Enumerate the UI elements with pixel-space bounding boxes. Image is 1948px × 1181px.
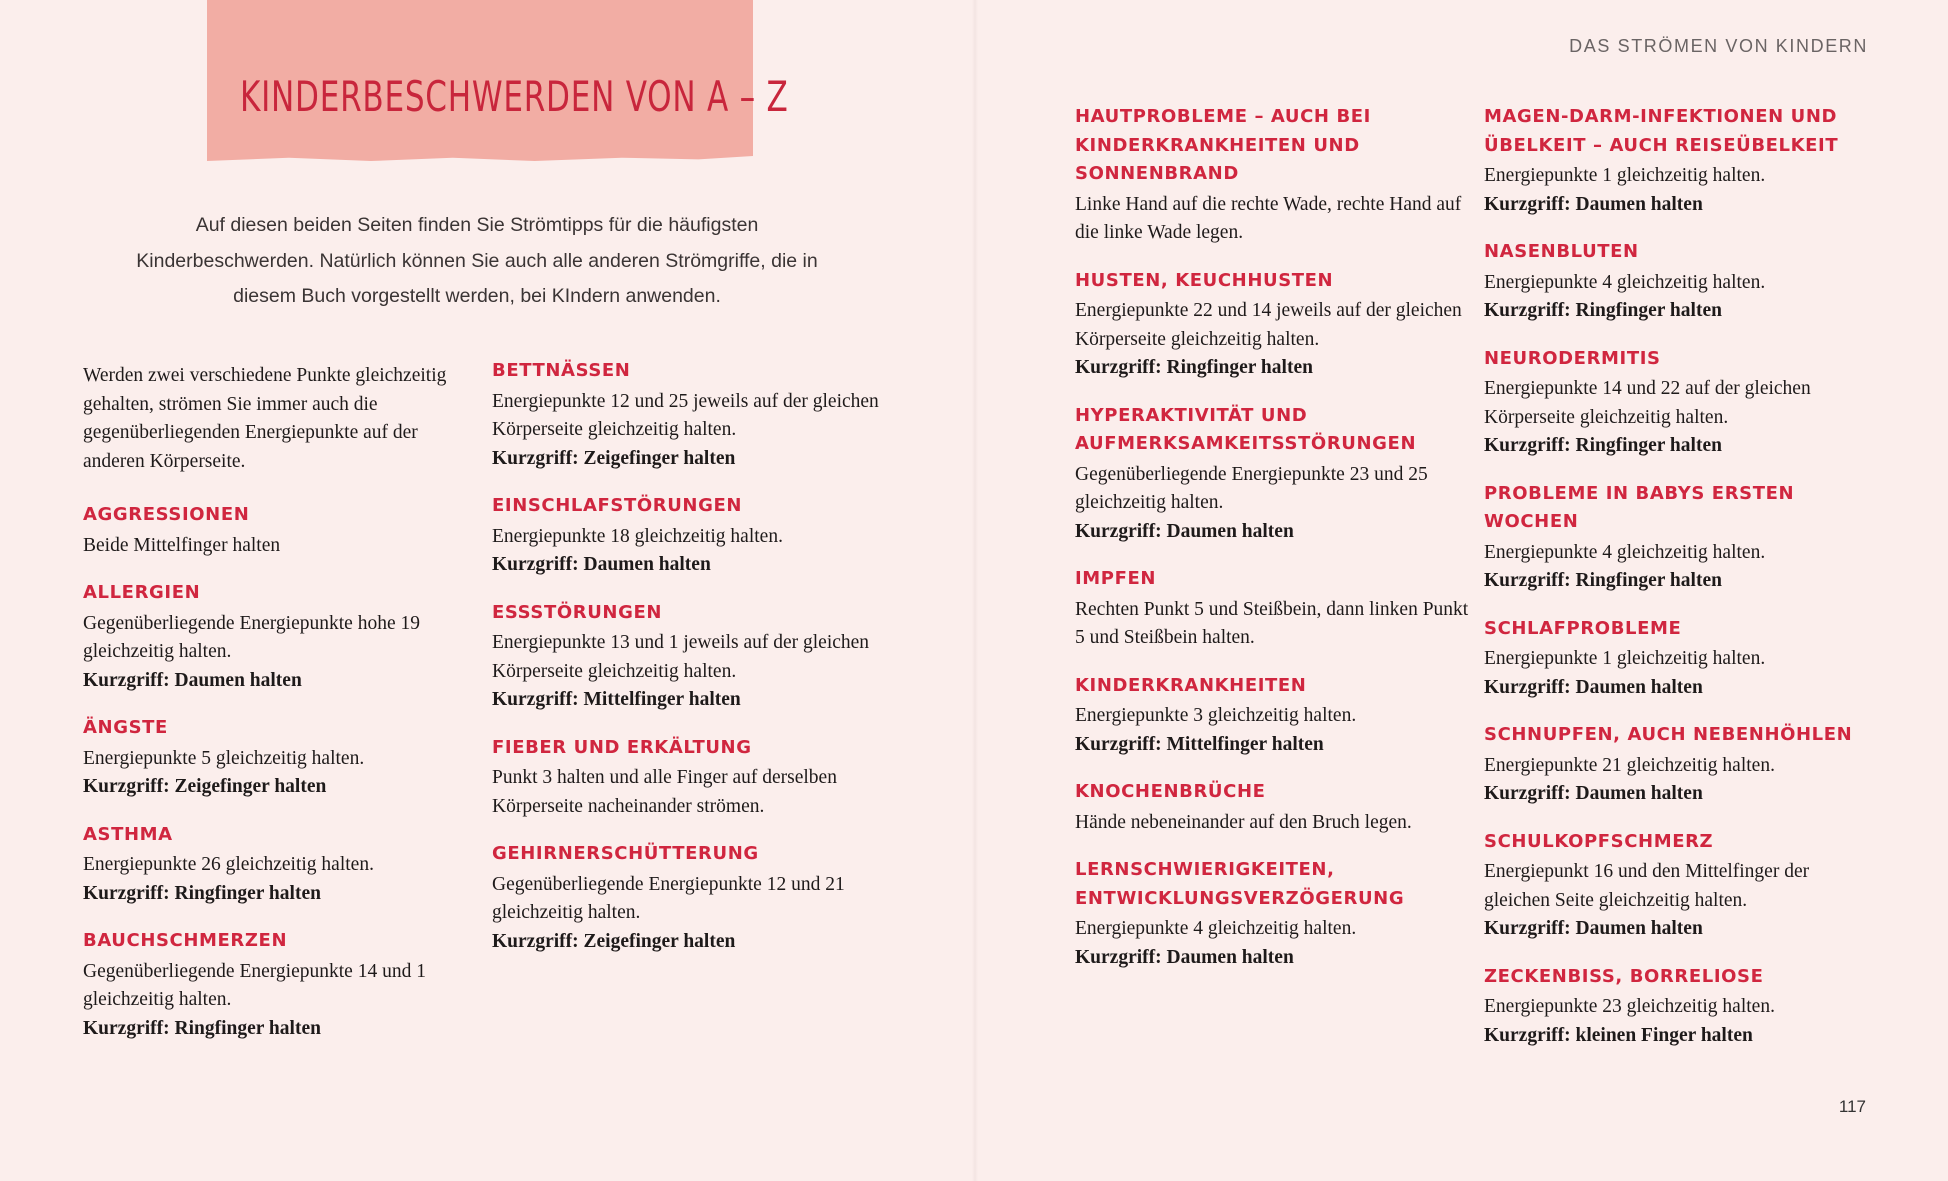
ailment-heading: ESSSTÖRUNGEN: [492, 601, 663, 623]
ailment-instruction: Beide Mittelfinger halten: [83, 534, 281, 556]
ailment-instruction: Energiepunkte 13 und 1 jeweils auf der gleichen Körperseite gleichzeitig halten.: [492, 632, 870, 682]
lead-paragraph: Werden zwei verschiedene Punkte gleichzeitig gehalten, strömen Sie immer auch die gegenüberliegenden Energiepunkte auf der anderen Körperseite.: [83, 365, 447, 472]
ailment-instruction: Linke Hand auf die rechte Wade, rechte Hand auf die linke Wade legen.: [1075, 193, 1462, 243]
book-spine: [972, 0, 978, 1181]
entry-list: [83, 501, 478, 1043]
kurzgriff-tip: Kurzgriff: Daumen halten: [1484, 783, 1703, 804]
kurzgriff-tip: Kurzgriff: Mittelfinger halten: [492, 689, 741, 710]
ailment-heading: HAUTPROBLEME – AUCH BEI KINDERKRANKHEITEN UND SONNENBRAND: [1075, 106, 1371, 184]
ailment-instruction: Energiepunkte 1 gleichzeitig halten.: [1484, 648, 1766, 669]
ailment-instruction: Energiepunkte 1 gleichzeitig halten.: [1484, 165, 1766, 186]
ailment-instruction: Energiepunkte 14 und 22 auf der gleichen Körperseite gleichzeitig halten.: [1484, 378, 1811, 428]
kurzgriff-tip: Kurzgriff: kleinen Finger halten: [1484, 1024, 1753, 1046]
ailment-instruction: Gegenüberliegende Energiepunkte 14 und 1 gleichzeitig halten.: [83, 960, 426, 1010]
kurzgriff-tip: Kurzgriff: Zeigefinger halten: [83, 776, 327, 797]
ailment-instruction: Energiepunkte 4 gleichzeitig halten.: [1484, 271, 1766, 293]
ailment-entry: [1075, 402, 1470, 547]
kurzgriff-tip: Kurzgriff: Daumen halten: [83, 669, 302, 691]
ailment-instruction: Energiepunkte 23 gleichzeitig halten.: [1484, 996, 1775, 1017]
ailment-heading: SCHNUPFEN, AUCH NEBENHÖHLEN: [1484, 724, 1853, 745]
ailment-entry: [1075, 103, 1470, 248]
ailment-entry: [1484, 345, 1879, 461]
ailment-entry: [492, 492, 887, 580]
ailment-entry: [1484, 828, 1879, 944]
ailment-entry: [1075, 565, 1470, 653]
ailment-instruction: Energiepunkte 22 und 14 jeweils auf der gleichen Körperseite gleichzeitig halten.: [1075, 300, 1462, 350]
ailment-entry: [1075, 856, 1470, 972]
ailment-heading: AGGRESSIONEN: [83, 504, 250, 525]
ailment-instruction: Energiepunkte 4 gleichzeitig halten.: [1075, 918, 1357, 939]
ailment-entry: [1484, 238, 1879, 326]
kurzgriff-tip: Kurzgriff: Daumen halten: [1484, 676, 1703, 698]
kurzgriff-tip: Kurzgriff: Daumen halten: [1075, 946, 1294, 968]
ailment-entry: [83, 501, 478, 560]
ailment-heading: ASTHMA: [83, 823, 173, 845]
ailment-heading: SCHULKOPFSCHMERZ: [1484, 830, 1714, 852]
ailment-entry: [83, 714, 478, 802]
ailment-instruction: Energiepunkte 18 gleichzeitig halten.: [492, 525, 783, 547]
ailment-entry: [83, 927, 478, 1043]
ailment-heading: HUSTEN, KEUCHHUSTEN: [1075, 269, 1334, 291]
kurzgriff-tip: Kurzgriff: Ringfinger halten: [1075, 357, 1313, 378]
ailment-heading: NEURODERMITIS: [1484, 347, 1661, 369]
ailment-heading: ALLERGIEN: [83, 582, 201, 603]
ailment-heading: IMPFEN: [1075, 568, 1157, 589]
ailment-heading: LERNSCHWIERIGKEITEN, ENTWICKLUNGSVERZÖGERUNG: [1075, 859, 1405, 909]
ailment-heading: HYPERAKTIVITÄT UND AUFMERKSAMKEITSSTÖRUNGEN: [1075, 404, 1417, 454]
ailment-entry: [1484, 963, 1879, 1051]
ailment-entry: [1484, 615, 1879, 703]
ailment-entry: [1484, 480, 1879, 596]
ailment-heading: FIEBER UND ERKÄLTUNG: [492, 736, 752, 758]
ailment-instruction: Gegenüberliegende Energiepunkte 12 und 21 gleichzeitig halten.: [492, 873, 845, 923]
ailment-heading: KINDERKRANKHEITEN: [1075, 674, 1307, 696]
ailment-entry: [1075, 672, 1470, 760]
column-2: [492, 357, 887, 975]
ailment-entry: [492, 599, 887, 715]
ailment-entry: [492, 734, 887, 822]
page-title: KINDERBESCHWERDEN VON A – Z: [240, 72, 789, 121]
kurzgriff-tip: Kurzgriff: Zeigefinger halten: [492, 447, 736, 469]
entry-list: [1075, 103, 1470, 972]
ailment-instruction: Gegenüberliegende Energiepunkte hohe 19 gleichzeitig halten.: [83, 612, 420, 662]
ailment-entry: [83, 821, 478, 909]
kurzgriff-tip: Kurzgriff: Ringfinger halten: [1484, 435, 1722, 456]
column-3: [1075, 103, 1470, 991]
ailment-heading: BETTNÄSSEN: [492, 360, 631, 381]
kurzgriff-tip: Kurzgriff: Ringfinger halten: [83, 882, 321, 904]
ailment-heading: MAGEN-DARM-INFEKTIONEN UND ÜBELKEIT – AUCH REISEÜBELKEIT: [1484, 106, 1839, 156]
kurzgriff-tip: Kurzgriff: Daumen halten: [1075, 520, 1294, 542]
ailment-heading: ZECKENBISS, BORRELIOSE: [1484, 965, 1764, 987]
ailment-instruction: Punkt 3 halten und alle Finger auf derselben Körperseite nacheinander strömen.: [492, 767, 837, 817]
ailment-instruction: Hände nebeneinander auf den Bruch legen.: [1075, 811, 1412, 833]
kurzgriff-tip: Kurzgriff: Daumen halten: [1484, 193, 1703, 215]
kurzgriff-tip: Kurzgriff: Daumen halten: [1484, 918, 1703, 939]
ailment-instruction: Energiepunkte 4 gleichzeitig halten.: [1484, 541, 1766, 563]
kurzgriff-tip: Kurzgriff: Daumen halten: [492, 554, 711, 575]
ailment-instruction: Energiepunkte 5 gleichzeitig halten.: [83, 747, 365, 769]
ailment-instruction: Energiepunkte 12 und 25 jeweils auf der gleichen Körperseite gleichzeitig halten.: [492, 390, 879, 440]
page-number: 117: [1838, 1097, 1866, 1116]
ailment-instruction: Energiepunkt 16 und den Mittelfinger der gleichen Seite gleichzeitig halten.: [1484, 861, 1810, 911]
ailment-entry: [1484, 721, 1879, 809]
ailment-entry: [1075, 267, 1470, 383]
ailment-instruction: Energiepunkte 3 gleichzeitig halten.: [1075, 705, 1357, 726]
entry-list: [1484, 103, 1879, 1050]
kurzgriff-tip: Kurzgriff: Ringfinger halten: [1484, 570, 1722, 591]
kurzgriff-tip: Kurzgriff: Ringfinger halten: [83, 1017, 321, 1039]
ailment-heading: SCHLAFPROBLEME: [1484, 617, 1682, 639]
kurzgriff-tip: Kurzgriff: Mittelfinger halten: [1075, 733, 1324, 755]
intro-text: Auf diesen beiden Seiten finden Sie Strömtipps für die häufigsten Kinderbeschwerden. Natürlich können Sie auch alle anderen Strömgriffe, die in diesem Buch vorgestellt werden, bei KIndern anwenden.: [136, 214, 818, 307]
ailment-instruction: Gegenüberliegende Energiepunkte 23 und 25 gleichzeitig halten.: [1075, 463, 1428, 513]
ailment-heading: PROBLEME IN BABYS ERSTEN WOCHEN: [1484, 482, 1795, 532]
ailment-heading: EINSCHLAFSTÖRUNGEN: [492, 495, 743, 516]
ailment-entry: [1484, 103, 1879, 219]
ailment-instruction: Energiepunkte 21 gleichzeitig halten.: [1484, 754, 1775, 776]
ailment-entry: [83, 579, 478, 695]
ailment-heading: ÄNGSTE: [83, 717, 168, 738]
ailment-entry: [492, 840, 887, 956]
running-head: DAS STRÖMEN VON KINDERN: [1569, 36, 1868, 56]
ailment-entry: [492, 357, 887, 473]
ailment-entry: [1075, 778, 1470, 837]
kurzgriff-tip: Kurzgriff: Ringfinger halten: [1484, 300, 1722, 321]
ailment-heading: NASENBLUTEN: [1484, 241, 1639, 262]
column-1: [83, 362, 478, 1062]
ailment-heading: GEHIRNERSCHÜTTERUNG: [492, 843, 759, 864]
entry-list: [492, 357, 887, 956]
ailment-heading: BAUCHSCHMERZEN: [83, 930, 288, 951]
ailment-instruction: Rechten Punkt 5 und Steißbein, dann linken Punkt 5 und Steißbein halten.: [1075, 598, 1469, 648]
kurzgriff-tip: Kurzgriff: Zeigefinger halten: [492, 930, 736, 952]
ailment-heading: KNOCHENBRÜCHE: [1075, 781, 1266, 802]
ailment-instruction: Energiepunkte 26 gleichzeitig halten.: [83, 854, 374, 875]
column-4: [1484, 103, 1879, 1069]
